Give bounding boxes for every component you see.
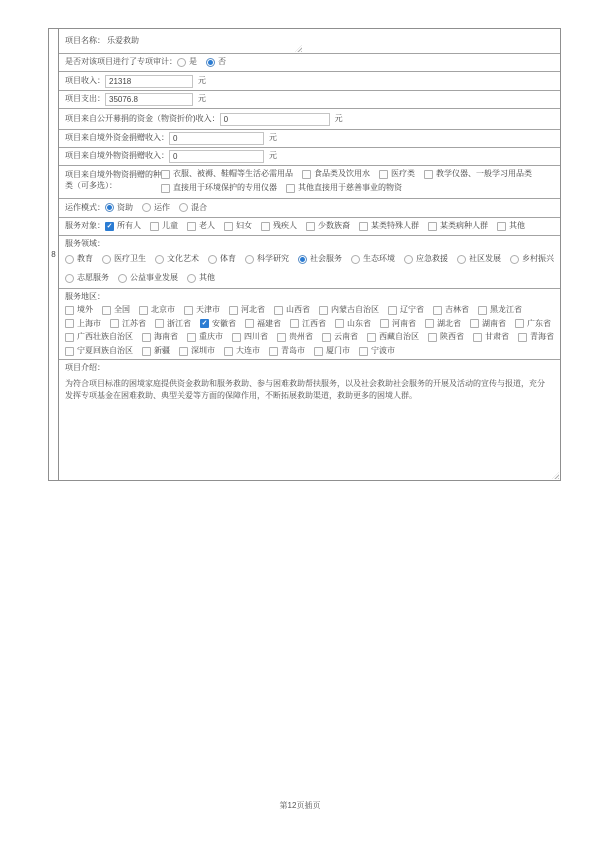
checkbox-option[interactable] [367,332,419,343]
checkbox-option[interactable] [224,221,252,232]
checkbox-label: 浙江省 [167,318,191,328]
checkbox-icon [274,306,283,315]
radio-icon [298,255,307,264]
checkbox-icon [515,319,524,328]
checkbox-label: 深圳市 [191,346,215,356]
public-fundraising-unit: 元 [334,113,343,123]
checkbox-icon [187,222,196,231]
checkbox-icon [229,306,238,315]
checkbox-option[interactable] [425,319,461,330]
checkbox-option[interactable] [102,305,130,316]
income-input[interactable] [105,75,193,88]
row-project-name [59,29,560,54]
checkbox-icon [322,333,331,342]
checkbox-icon [224,222,233,231]
service-target-label: 服务对象： [65,221,105,231]
radio-icon [65,255,74,264]
radio-label: 乡村振兴 [522,254,554,264]
checkbox-label: 山西省 [286,304,310,314]
checkbox-option[interactable] [179,346,215,357]
checkbox-label: 所有人 [117,221,141,231]
checkbox-option[interactable] [150,221,178,232]
radio-option[interactable] [298,254,342,265]
checkbox-option[interactable] [232,332,268,343]
checkbox-label: 河北省 [241,304,265,314]
radio-label: 生态环境 [363,254,395,264]
audit-label: 是否对该项目进行了专项审计： [65,57,177,67]
checkbox-option[interactable] [224,346,260,357]
radio-option[interactable] [457,254,501,265]
checkbox-label: 上海市 [77,318,101,328]
checkbox-label: 江苏省 [122,318,146,328]
checkbox-option[interactable] [319,305,379,316]
checkbox-label: 安徽省 [212,318,236,328]
row-audit [59,54,560,72]
checkbox-label: 残疾人 [273,221,297,231]
checkbox-icon [65,306,74,315]
checkbox-label: 广西壮族自治区 [77,332,133,342]
checkbox-label: 某类病种人群 [440,221,488,231]
radio-label: 社区发展 [469,254,501,264]
checkbox-label: 青岛市 [281,346,305,356]
radio-option[interactable] [142,203,170,214]
checkbox-icon [470,319,479,328]
operation-mode-label: 运作模式： [65,202,105,212]
radio-label: 资助 [117,202,133,212]
form-column [59,29,560,480]
checkbox-icon [388,306,397,315]
checkbox-label: 湖南省 [482,318,506,328]
checkbox-option[interactable] [261,221,297,232]
checkbox-option[interactable] [379,169,415,180]
overseas-fund-input[interactable] [169,132,264,145]
overseas-fund-label: 项目来自境外资金捐赠收入： [65,133,169,143]
checkbox-icon [277,333,286,342]
row-expense [59,91,560,109]
row-public-fundraising-income [59,109,560,130]
row-income [59,72,560,91]
checkbox-option[interactable] [269,346,305,357]
checkbox-option[interactable] [200,319,236,330]
checkbox-label: 山东省 [347,318,371,328]
checkbox-option[interactable] [155,319,191,330]
checkbox-option[interactable] [478,305,522,316]
checkbox-option[interactable] [229,305,265,316]
checkbox-label: 儿童 [162,221,178,231]
checkbox-label: 宁波市 [371,346,395,356]
service-target-checkbox-group [105,221,554,232]
checkbox-icon [142,333,151,342]
checkbox-icon [161,184,170,193]
checkbox-icon [518,333,527,342]
radio-label: 运作 [154,202,170,212]
checkbox-icon [269,347,278,356]
checkbox-option[interactable] [65,305,93,316]
checkbox-option[interactable] [187,332,223,343]
expense-input[interactable] [105,93,193,106]
checkbox-option[interactable] [65,332,133,343]
checkbox-icon [139,306,148,315]
checkbox-label: 福建省 [257,318,281,328]
row-project-intro [59,360,560,480]
checkbox-label: 西藏自治区 [379,332,419,342]
checkbox-option[interactable] [322,332,358,343]
checkbox-option[interactable] [470,319,506,330]
checkbox-option[interactable] [105,221,141,232]
checkbox-icon [65,319,74,328]
radio-option[interactable] [206,57,226,68]
radio-option[interactable] [118,273,178,284]
checkbox-icon [478,306,487,315]
radio-icon [105,203,114,212]
checkbox-label: 黑龙江省 [490,304,522,314]
radio-option[interactable] [179,203,207,214]
checkbox-icon [359,222,368,231]
checkbox-icon [367,333,376,342]
checkbox-option[interactable] [428,221,488,232]
checkbox-label: 教学仪器、一般学习用品类 [436,169,532,178]
checkbox-icon [150,222,159,231]
radio-icon [155,255,164,264]
radio-label: 公益事业发展 [130,272,178,282]
radio-option[interactable] [187,273,215,284]
checkbox-icon [290,319,299,328]
radio-option[interactable] [105,203,133,214]
radio-label: 其他 [199,272,215,282]
checkbox-option[interactable] [139,305,175,316]
checkbox-label: 老人 [199,221,215,231]
checkbox-icon [302,170,311,179]
checkbox-option[interactable] [65,319,101,330]
overseas-goods-input[interactable] [169,150,264,163]
checkbox-icon [187,333,196,342]
checkbox-option[interactable] [302,169,370,180]
checkbox-label: 食品类及饮用水 [314,169,370,178]
checkbox-icon [105,222,114,231]
audit-radio-group [177,57,554,68]
radio-icon [65,274,74,283]
checkbox-label: 全国 [114,304,130,314]
row-operation-mode [59,199,560,218]
project-name-label: 项目名称： [65,35,105,45]
checkbox-label: 重庆市 [199,332,223,342]
radio-icon [206,58,215,67]
checkbox-option[interactable] [274,305,310,316]
checkbox-option[interactable] [428,332,464,343]
checkbox-label: 河南省 [392,318,416,328]
checkbox-option[interactable] [518,332,554,343]
checkbox-icon [245,319,254,328]
checkbox-label: 陕西省 [440,332,464,342]
checkbox-option[interactable] [497,221,525,232]
checkbox-icon [286,184,295,193]
checkbox-option[interactable] [290,319,326,330]
checkbox-label: 衣服、被褥、鞋帽等生活必需用品 [173,169,293,178]
radio-option[interactable] [177,57,197,68]
checkbox-option[interactable] [65,346,133,357]
checkbox-icon [425,319,434,328]
checkbox-icon [161,170,170,179]
checkbox-label: 北京市 [151,304,175,314]
checkbox-label: 大连市 [236,346,260,356]
checkbox-icon [380,319,389,328]
project-intro-label: 项目介绍： [65,362,105,372]
radio-icon [245,255,254,264]
radio-label: 应急救援 [416,254,448,264]
checkbox-icon [261,222,270,231]
checkbox-icon [433,306,442,315]
radio-label: 科学研究 [257,254,289,264]
checkbox-icon [428,222,437,231]
checkbox-label: 云南省 [334,332,358,342]
checkbox-icon [224,347,233,356]
checkbox-icon [306,222,315,231]
overseas-goods-label: 项目来自境外物资捐赠收入： [65,151,169,161]
expense-unit: 元 [198,94,206,104]
income-label: 项目收入： [65,75,105,85]
checkbox-option[interactable] [424,169,532,180]
checkbox-label: 某类特殊人群 [371,221,419,231]
resize-handle-icon[interactable] [552,472,559,479]
checkbox-label: 广东省 [527,318,551,328]
checkbox-option[interactable] [433,305,469,316]
radio-label: 志愿服务 [77,272,109,282]
checkbox-label: 境外 [77,304,93,314]
checkbox-label: 内蒙古自治区 [331,304,379,314]
checkbox-label: 厦门市 [326,346,350,356]
checkbox-icon [155,319,164,328]
public-fundraising-input[interactable] [220,113,330,126]
project-intro-text[interactable]: 为符合项目标准的困境家庭提供资金救助和服务救助、参与困难救助帮扶服务，以及社会救助社会服务的开展及活动的宣传与报道，充分发挥专项基金在困难救助、典型关爱等方面的保障作用，不断拓展救助渠道，救助更多的困境人群。 [65,378,545,401]
checkbox-option[interactable] [142,346,170,357]
radio-label: 医疗卫生 [114,254,146,264]
checkbox-option[interactable] [335,319,371,330]
checkbox-icon [110,319,119,328]
row-service-target [59,218,560,236]
checkbox-label: 新疆 [154,346,170,356]
checkbox-icon [319,306,328,315]
radio-icon [208,255,217,264]
checkbox-icon [232,333,241,342]
radio-option[interactable] [404,254,448,265]
radio-label: 社会服务 [310,254,342,264]
radio-option[interactable] [65,254,93,265]
checkbox-option[interactable] [184,305,220,316]
radio-option[interactable] [351,254,395,265]
checkbox-option[interactable] [515,319,551,330]
checkbox-option[interactable] [142,332,178,343]
radio-label: 教育 [77,254,93,264]
row-overseas-goods-types [59,166,560,199]
checkbox-icon [379,170,388,179]
service-area-label: 服务地区： [65,292,105,301]
service-field-label: 服务领域： [65,239,105,248]
radio-icon [457,255,466,264]
overseas-goods-unit: 元 [269,151,277,161]
checkbox-option[interactable] [110,319,146,330]
overseas-fund-unit: 元 [269,133,277,143]
radio-label: 否 [218,57,226,67]
row-service-area [59,289,560,360]
checkbox-option[interactable] [245,319,281,330]
checkbox-option[interactable] [161,183,277,194]
radio-icon [187,274,196,283]
service-area-checkbox-group [65,305,554,357]
checkbox-option[interactable] [380,319,416,330]
checkbox-label: 妇女 [236,221,252,231]
checkbox-label: 天津市 [196,304,220,314]
checkbox-label: 甘肃省 [485,332,509,342]
checkbox-icon [102,306,111,315]
checkbox-label: 医疗类 [391,169,415,178]
resize-handle-icon[interactable] [295,45,302,52]
checkbox-label: 吉林省 [445,304,469,314]
radio-option[interactable] [65,273,109,284]
checkbox-label: 贵州省 [289,332,313,342]
service-field-radio-group [65,252,554,286]
checkbox-option[interactable] [359,221,419,232]
checkbox-icon [184,306,193,315]
checkbox-option[interactable] [314,346,350,357]
radio-icon [177,58,186,67]
radio-icon [510,255,519,264]
checkbox-icon [424,170,433,179]
row-overseas-goods-income [59,148,560,166]
checkbox-option[interactable] [306,221,350,232]
goods-types-label: 项目来自境外物资捐赠的种类（可多选）： [65,170,161,190]
checkbox-label: 四川省 [244,332,268,342]
checkbox-option[interactable] [359,346,395,357]
checkbox-label: 青海省 [530,332,554,342]
checkbox-icon [142,347,151,356]
goods-types-checkbox-group [161,169,554,194]
radio-icon [179,203,188,212]
checkbox-icon [473,333,482,342]
income-unit: 元 [198,75,206,85]
checkbox-icon [200,319,209,328]
checkbox-label: 湖北省 [437,318,461,328]
radio-option[interactable] [208,254,236,265]
checkbox-label: 少数族裔 [318,221,350,231]
radio-label: 混合 [191,202,207,212]
checkbox-icon [179,347,188,356]
operation-mode-radio-group [105,203,554,214]
radio-option[interactable] [245,254,289,265]
insert-table [48,28,561,481]
radio-icon [142,203,151,212]
page-footer: 第12页插页 [279,801,321,810]
checkbox-option[interactable] [388,305,424,316]
checkbox-option[interactable] [187,221,215,232]
radio-option[interactable] [102,254,146,265]
row-overseas-fund-income [59,130,560,148]
radio-label: 文化艺术 [167,254,199,264]
checkbox-option[interactable] [161,169,293,180]
radio-option[interactable] [510,254,554,265]
checkbox-label: 其他直接用于慈善事业的物资 [298,182,402,192]
checkbox-label: 海南省 [154,332,178,342]
radio-icon [351,255,360,264]
checkbox-icon [65,347,74,356]
public-fundraising-label: 项目来自公开募捐的资金（物资折价)收入： [65,113,220,123]
radio-icon [118,274,127,283]
checkbox-label: 江西省 [302,318,326,328]
checkbox-icon [335,319,344,328]
project-name-value[interactable]: 乐爱救助 [107,35,139,45]
checkbox-label: 直接用于环境保护的专用仪器 [173,182,277,192]
radio-label: 是 [189,57,197,67]
checkbox-option[interactable] [473,332,509,343]
checkbox-icon [65,333,74,342]
checkbox-option[interactable] [286,183,402,194]
radio-label: 体育 [220,254,236,264]
checkbox-label: 宁夏回族自治区 [77,346,133,356]
checkbox-label: 其他 [509,221,525,231]
radio-icon [102,255,111,264]
checkbox-option[interactable] [277,332,313,343]
checkbox-icon [314,347,323,356]
checkbox-icon [497,222,506,231]
row-service-field [59,236,560,289]
expense-label: 项目支出： [65,94,105,104]
radio-icon [404,255,413,264]
checkbox-icon [428,333,437,342]
radio-option[interactable] [155,254,199,265]
checkbox-label: 辽宁省 [400,304,424,314]
checkbox-icon [359,347,368,356]
row-number: 8 [49,29,59,480]
